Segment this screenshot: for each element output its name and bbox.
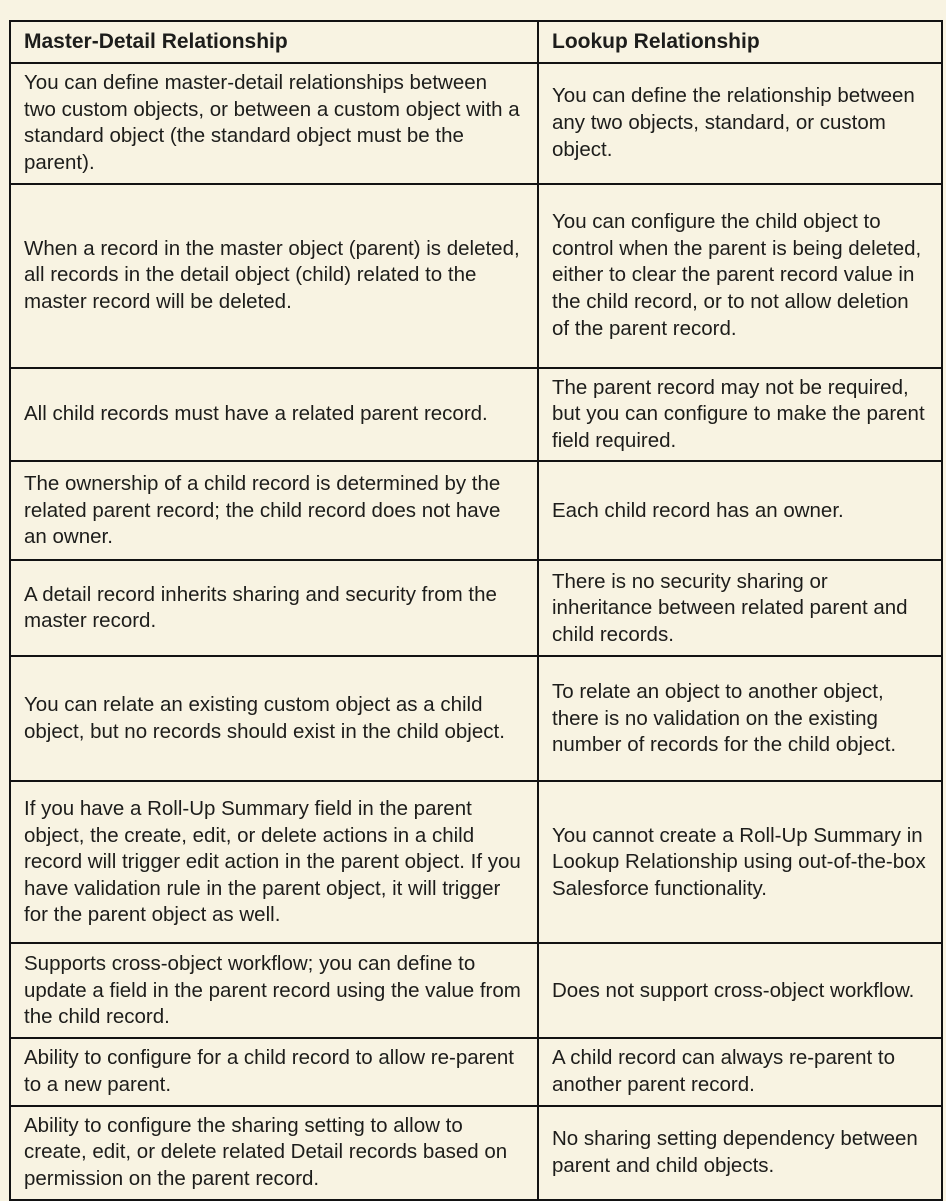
table-row	[10, 461, 942, 560]
table-row	[10, 1038, 942, 1105]
cell-master-detail: You can define master-detail relationships between two custom objects, or between a custom object with a standard object (the standard object must be the parent).	[10, 63, 538, 184]
cell-lookup: No sharing setting dependency between parent and child objects.	[538, 1106, 942, 1200]
cell-lookup: You can define the relationship between any two objects, standard, or custom object.	[538, 63, 942, 184]
cell-lookup: To relate an object to another object, there is no validation on the existing number of records for the child object.	[538, 656, 942, 781]
comparison-table	[9, 20, 943, 1201]
cell-lookup: Each child record has an owner.	[538, 461, 942, 560]
cell-master-detail: Supports cross-object workflow; you can define to update a field in the parent record using the value from the child record.	[10, 943, 538, 1038]
cell-lookup: You cannot create a Roll-Up Summary in Lookup Relationship using out-of-the-box Salesforce functionality.	[538, 781, 942, 943]
cell-lookup: A child record can always re-parent to another parent record.	[538, 1038, 942, 1105]
cell-master-detail: Ability to configure for a child record to allow re-parent to a new parent.	[10, 1038, 538, 1105]
cell-master-detail: You can relate an existing custom object as a child object, but no records should exist in the child object.	[10, 656, 538, 781]
column-header-master-detail: Master-Detail Relationship	[10, 21, 538, 63]
cell-master-detail: If you have a Roll-Up Summary field in the parent object, the create, edit, or delete actions in a child record will trigger edit action in the parent object. If you have validation rule in the parent object, it will trigger for the parent object as well.	[10, 781, 538, 943]
table-row	[10, 184, 942, 368]
table-row	[10, 943, 942, 1038]
cell-lookup: Does not support cross-object workflow.	[538, 943, 942, 1038]
table-row	[10, 368, 942, 462]
cell-master-detail: All child records must have a related parent record.	[10, 368, 538, 462]
cell-master-detail: Ability to configure the sharing setting to allow to create, edit, or delete related Detail records based on permission on the parent record.	[10, 1106, 538, 1200]
cell-lookup: There is no security sharing or inheritance between related parent and child records.	[538, 560, 942, 656]
cell-master-detail: When a record in the master object (parent) is deleted, all records in the detail object (child) related to the master record will be deleted.	[10, 184, 538, 368]
cell-lookup: The parent record may not be required, but you can configure to make the parent field required.	[538, 368, 942, 462]
table-row	[10, 656, 942, 781]
table-row	[10, 1106, 942, 1200]
table-row	[10, 63, 942, 184]
table-row	[10, 560, 942, 656]
cell-master-detail: A detail record inherits sharing and security from the master record.	[10, 560, 538, 656]
column-header-lookup: Lookup Relationship	[538, 21, 942, 63]
cell-master-detail: The ownership of a child record is determined by the related parent record; the child record does not have an owner.	[10, 461, 538, 560]
header-row	[10, 21, 942, 63]
table-row	[10, 781, 942, 943]
cell-lookup: You can configure the child object to control when the parent is being deleted, either to clear the parent record value in the child record, or to not allow deletion of the parent record.	[538, 184, 942, 368]
